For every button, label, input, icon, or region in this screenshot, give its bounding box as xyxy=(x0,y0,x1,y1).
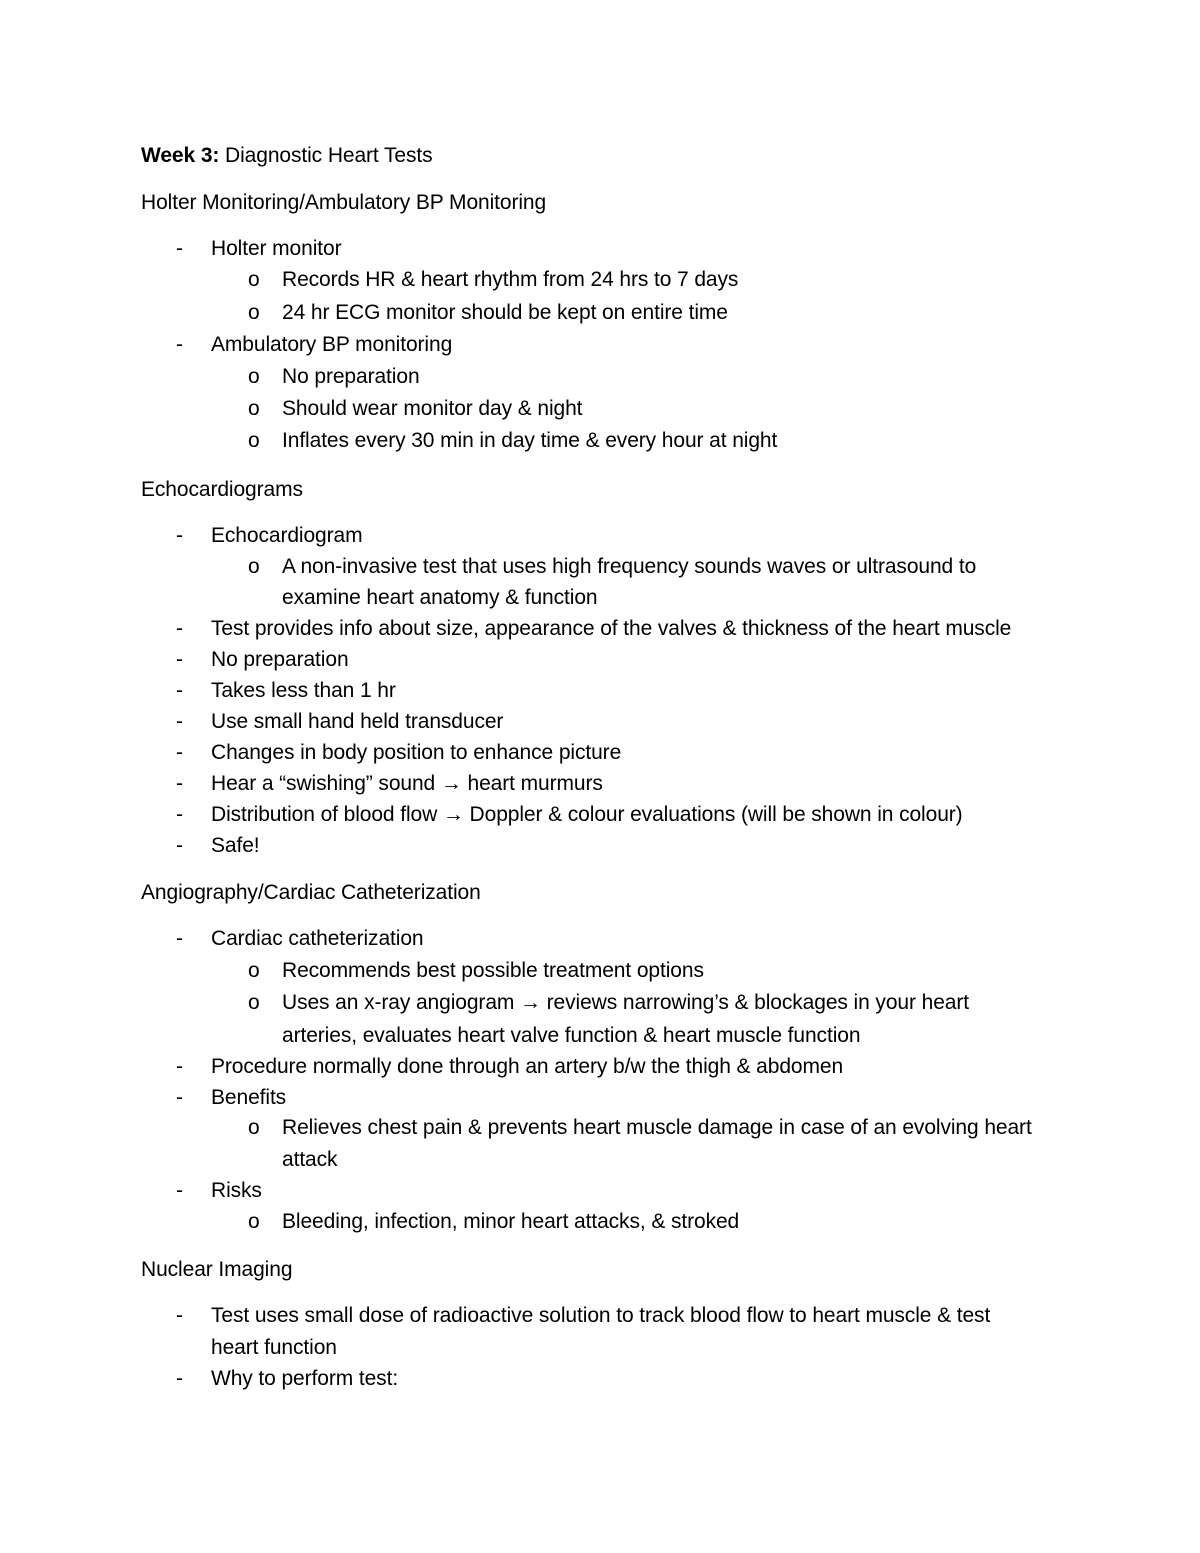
sub-list-item: A non-invasive test that uses high frequency sounds waves or ultrasound to xyxy=(282,555,977,578)
sub-list-item-continued: attack xyxy=(282,1148,338,1171)
section-heading-nuclear: Nuclear Imaging xyxy=(141,1258,293,1281)
sub-list-item: Should wear monitor day & night xyxy=(282,397,583,420)
list-item: Safe! xyxy=(211,834,260,857)
dash-bullet: - xyxy=(176,710,183,733)
circle-bullet: o xyxy=(248,959,260,982)
section-heading-angiography: Angiography/Cardiac Catheterization xyxy=(141,881,481,904)
sub-list-item: No preparation xyxy=(282,365,420,388)
sub-list-item: Records HR & heart rhythm from 24 hrs to 7 days xyxy=(282,268,739,291)
section-heading-echo: Echocardiograms xyxy=(141,478,303,501)
dash-bullet: - xyxy=(176,648,183,671)
dash-bullet: - xyxy=(176,1086,183,1109)
list-item: Distribution of blood flow → Doppler & colour evaluations (will be shown in colour) xyxy=(211,803,963,826)
title-text: Diagnostic Heart Tests xyxy=(219,144,433,167)
list-item: Takes less than 1 hr xyxy=(211,679,396,702)
list-item: Echocardiogram xyxy=(211,524,363,547)
list-item: Test uses small dose of radioactive solution to track blood flow to heart muscle & test xyxy=(211,1304,991,1327)
dash-bullet: - xyxy=(176,741,183,764)
circle-bullet: o xyxy=(248,365,260,388)
sub-list-item-continued: examine heart anatomy & function xyxy=(282,586,598,609)
dash-bullet: - xyxy=(176,524,183,547)
dash-bullet: - xyxy=(176,617,183,640)
dash-bullet: - xyxy=(176,927,183,950)
list-item: Ambulatory BP monitoring xyxy=(211,333,453,356)
list-item: Procedure normally done through an artery b/w the thigh & abdomen xyxy=(211,1055,844,1078)
circle-bullet: o xyxy=(248,1210,260,1233)
circle-bullet: o xyxy=(248,991,260,1014)
list-item: Changes in body position to enhance picture xyxy=(211,741,622,764)
list-item-continued: heart function xyxy=(211,1336,337,1359)
title-week-label: Week 3: xyxy=(141,144,220,167)
dash-bullet: - xyxy=(176,772,183,795)
circle-bullet: o xyxy=(248,429,260,452)
page-title xyxy=(141,143,433,169)
list-item: Cardiac catheterization xyxy=(211,927,424,950)
sub-list-item: Uses an x-ray angiogram → reviews narrowing’s & blockages in your heart xyxy=(282,991,969,1014)
list-item: Holter monitor xyxy=(211,237,342,260)
circle-bullet: o xyxy=(248,1116,260,1139)
dash-bullet: - xyxy=(176,803,183,826)
sub-list-item: Relieves chest pain & prevents heart muscle damage in case of an evolving heart xyxy=(282,1116,1032,1139)
dash-bullet: - xyxy=(176,1055,183,1078)
dash-bullet: - xyxy=(176,1367,183,1390)
list-item: No preparation xyxy=(211,648,349,671)
circle-bullet: o xyxy=(248,301,260,324)
sub-list-item: Recommends best possible treatment options xyxy=(282,959,704,982)
sub-list-item: 24 hr ECG monitor should be kept on entire time xyxy=(282,301,728,324)
dash-bullet: - xyxy=(176,237,183,260)
list-item: Use small hand held transducer xyxy=(211,710,504,733)
dash-bullet: - xyxy=(176,1304,183,1327)
section-heading-holter: Holter Monitoring/Ambulatory BP Monitoring xyxy=(141,191,547,214)
list-item: Risks xyxy=(211,1179,262,1202)
dash-bullet: - xyxy=(176,834,183,857)
sub-list-item-continued: arteries, evaluates heart valve function & heart muscle function xyxy=(282,1024,861,1047)
circle-bullet: o xyxy=(248,555,260,578)
circle-bullet: o xyxy=(248,397,260,420)
dash-bullet: - xyxy=(176,679,183,702)
circle-bullet: o xyxy=(248,268,260,291)
dash-bullet: - xyxy=(176,1179,183,1202)
sub-list-item: Inflates every 30 min in day time & every hour at night xyxy=(282,429,778,452)
dash-bullet: - xyxy=(176,333,183,356)
sub-list-item: Bleeding, infection, minor heart attacks, & stroked xyxy=(282,1210,740,1233)
list-item: Why to perform test: xyxy=(211,1367,399,1390)
list-item: Test provides info about size, appearance of the valves & thickness of the heart muscle xyxy=(211,617,1012,640)
list-item: Hear a “swishing” sound → heart murmurs xyxy=(211,772,603,795)
list-item: Benefits xyxy=(211,1086,287,1109)
